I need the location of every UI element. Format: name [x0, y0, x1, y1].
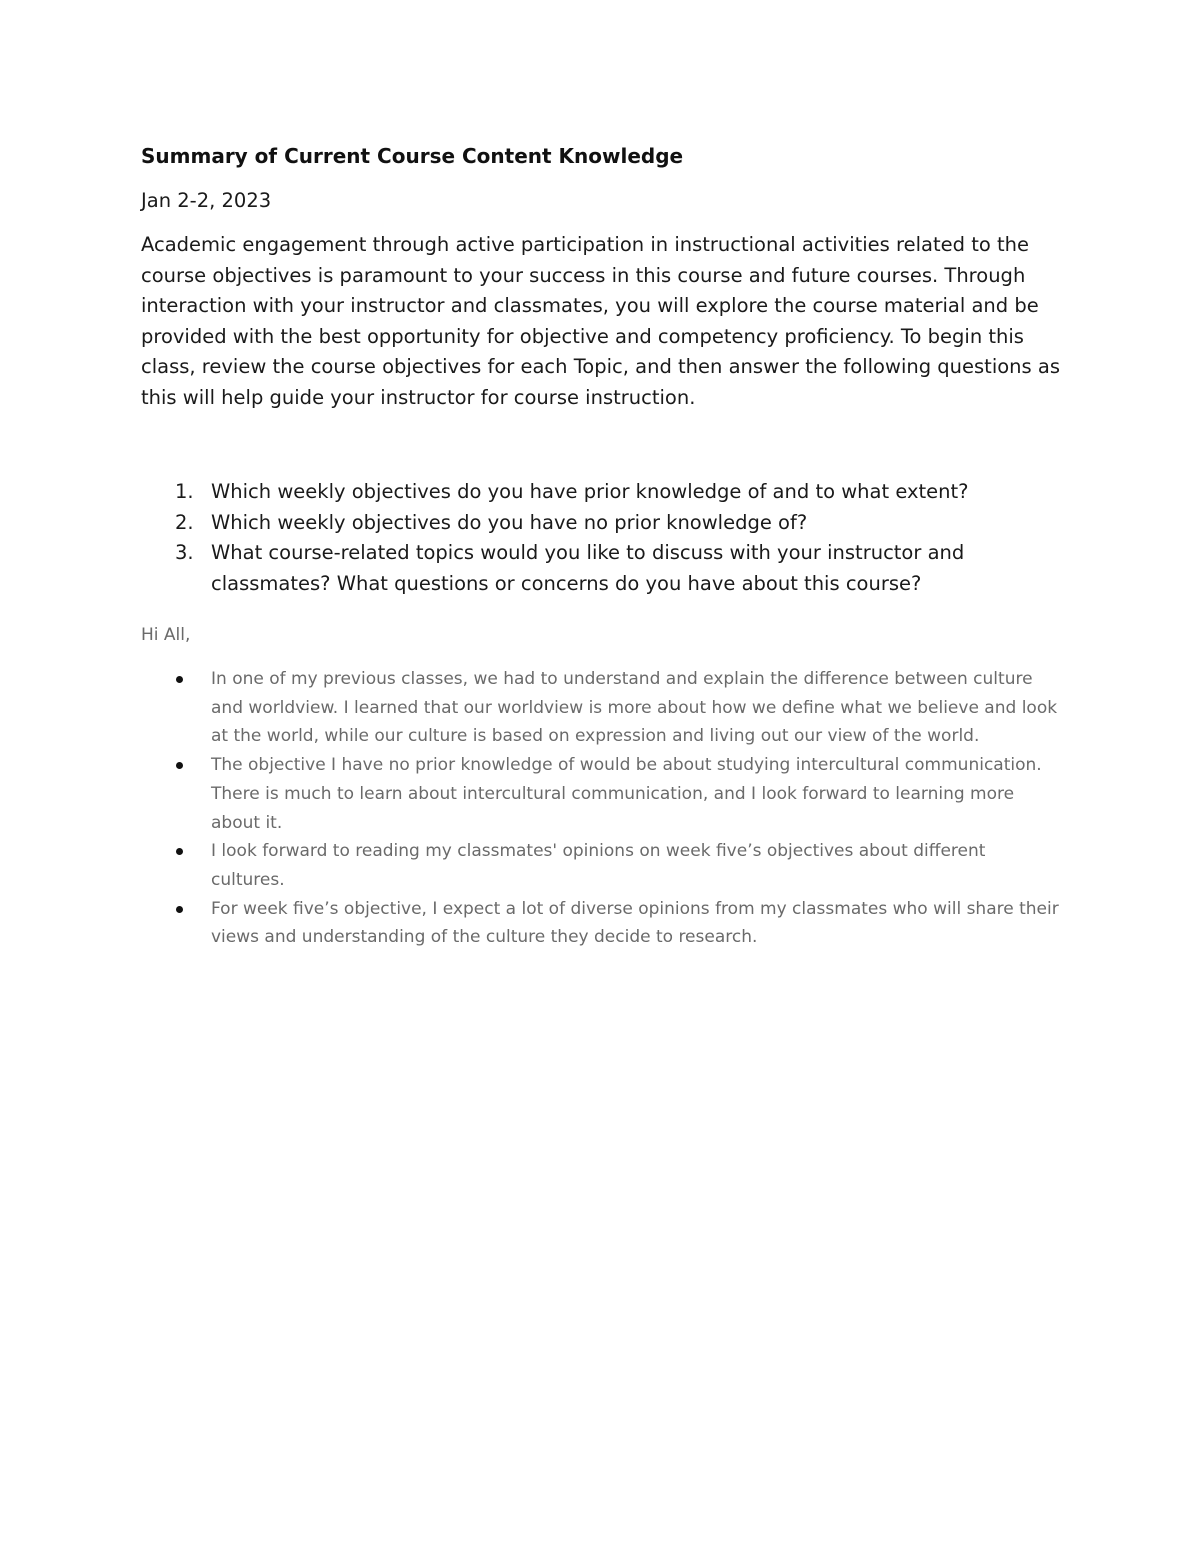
response-text: The objective I have no prior knowledge of would be about studying intercultural communication. There is much to learn about intercultural communication, and I look forward to learning more about it. — [211, 755, 1042, 833]
question-item — [141, 477, 1061, 508]
question-number: 1. — [175, 480, 194, 503]
document-date: Jan 2-2, 2023 — [141, 189, 272, 212]
question-item — [141, 508, 1061, 539]
response-list — [141, 665, 1061, 952]
response-text: I look forward to reading my classmates' opinions on week five’s objectives about different cultures. — [211, 841, 986, 890]
document-title: Summary of Current Course Content Knowledge — [141, 144, 684, 168]
response-greeting: Hi All, — [141, 625, 191, 645]
response-item — [141, 837, 1061, 894]
response-item — [141, 751, 1061, 837]
bullet-icon — [176, 762, 183, 769]
response-text: In one of my previous classes, we had to understand and explain the difference between culture and worldview. I learned that our worldview is more about how we define what we believe and look at the world, while our culture is based on expression and living out our view of the world. — [211, 669, 1058, 747]
question-number: 3. — [175, 541, 194, 564]
question-number: 2. — [175, 510, 194, 534]
response-text: For week five’s objective, I expect a lot of diverse opinions from my classmates who will share their views and understanding of the culture they decide to research. — [211, 898, 1059, 948]
intro-paragraph: Academic engagement through active participation in instructional activities related to the course objectives is paramount to your success in this course and future courses. Through interaction with your instructor and classmates, you will explore the course material and be provided with the best opportunity for objective and competency proficiency. To begin this class, review the course objectives for each Topic, and then answer the following questions as this will help guide your instructor for course instruction. — [141, 233, 1061, 409]
question-text: What course-related topics would you like to discuss with your instructor and classmates? What questions or concerns do you have about this course? — [211, 541, 965, 595]
response-item — [141, 665, 1061, 751]
bullet-icon — [176, 676, 183, 683]
question-text: Which weekly objectives do you have no prior knowledge of? — [211, 510, 808, 534]
bullet-icon — [176, 848, 183, 855]
document-content — [141, 140, 1061, 952]
question-text: Which weekly objectives do you have prior knowledge of and to what extent? — [211, 480, 969, 503]
response-item — [141, 895, 1061, 952]
bullet-icon — [176, 906, 183, 913]
question-list — [141, 477, 1061, 599]
question-item — [141, 538, 1061, 599]
